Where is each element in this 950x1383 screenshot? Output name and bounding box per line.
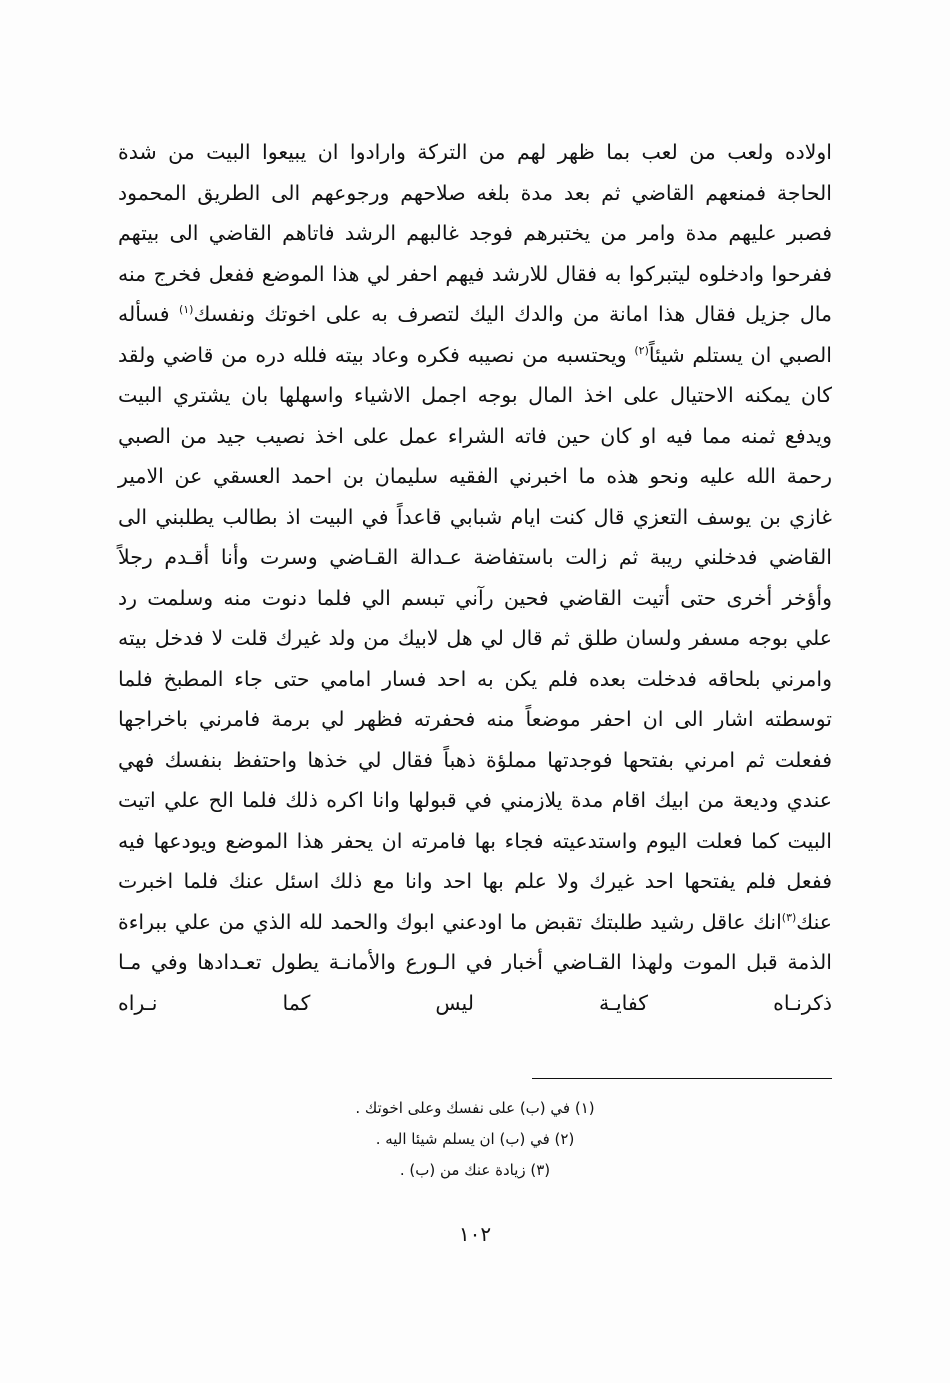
page-content (118, 132, 832, 1023)
main-paragraph (118, 132, 832, 1023)
footnote-block (118, 1093, 832, 1186)
footnote-item: (٣) زيادة عنك من (ب) . (399, 1161, 551, 1179)
footnote-marker-3: (٣) (781, 910, 797, 924)
paragraph-part-4: انك عاقل رشيد طلبتك تقبض ما اودعني ابوك والحمد لله الذي من علي ببراءة الذمة قبل الموت ولهذا القـاضي أخبار في الـورع والأمانـة يطول تعـدادها وفي مـا ذكرنـاه كفايـة ليس كما نـراه (118, 909, 832, 1015)
footnote-marker-2: (٢) (634, 343, 649, 357)
footnote-item: (٢) في (ب) ان يسلم شيئا اليه . (375, 1130, 575, 1148)
paragraph-part-3: ويحتسبه من نصيبه فكره وعاد بيته فلله دره من قاضي ولقد كان يمكنه الاحتيال على اخذ المال بوجه اجمل الاشياء واسهلها بان يشتري البيت ويدفع ثمنه مما فيه او كان حين فاته الشراء عمل على اخذ نصيب جيد من الصبي رحمة الله عليه ونحو هذه ما اخبرني الفقيه سليمان بن احمد العسقي عن الامير غازي بن يوسف التعزي قال كنت ايام شبابي قاعداً في البيت اذ بطالب يطلبني الى القاضي فدخلني ريبة ثم زالت باستفاضة عـدالة القـاضي وسرت وأنا أقـدم رجلاً وأؤخر أخرى حتى أتيت القاضي فحين رآني تبسم الي فلما دنوت منه وسلمت رد علي بوجه مسفر ولسان طلق ثم قال لي هل لابيك من ولد غيرك قلت لا فدخل بيته وامرني بلحاقه فدخلت بعده فلم يكن به احد فسار امامي حتى جاء المطبخ فلما توسطته اشار الى ان احفر موضعاً منه فحفرته فظهر لي برمة فامرني باخراجها ففعلت ثم امرني بفتحها فوجدتها مملؤة ذهباً فقال لي خذها واحتفظ بنفسك فهي عندي وديعة من ابيك اقام مدة يلازمني في قبولها وانا اكره ذلك فلما الح علي اتيت البيت كما فعلت اليوم واستدعيته فجاء بها فامرته ان يحفر هذا الموضع ويودعها فيه ففعل فلم يفتحها احد غيرك ولا علم بها احد وانا مع ذلك اسئل عنك فلما اخبرت عنك (118, 342, 832, 934)
paragraph-part-1: اولاده ولعب من لعب بما ظهر لهم من التركة وارادوا ان يبيعوا البيت من شدة الحاجة فمنعهم القاضي ثم بعد مدة بلغه صلاحهم ورجوعهم الى الطريق المحمود فصبر عليهم مدة وامر من يختبرهم فوجد غالبهم الرشد فاتاهم القاضي الى بيتهم ففرحوا وادخلوه ليتبركوا به فقال للارشد فيهم احفر لي هذا الموضع ففعل فخرج منه مال جزيل فقال هذا امانة من والدك اليك لتصرف به على اخوتك ونفسك (118, 140, 832, 326)
footnote-item: (١) في (ب) على نفسك وعلى اخوتك . (355, 1099, 595, 1117)
paragraph-part-2: فسأله الصبي ان يستلم شيئاً (118, 302, 832, 367)
body-text-block (118, 132, 832, 1023)
page-number: ١٠٢ (458, 1222, 492, 1246)
footnote-marker-1: (١) (178, 303, 194, 317)
footnote-separator-rule (532, 1078, 832, 1079)
